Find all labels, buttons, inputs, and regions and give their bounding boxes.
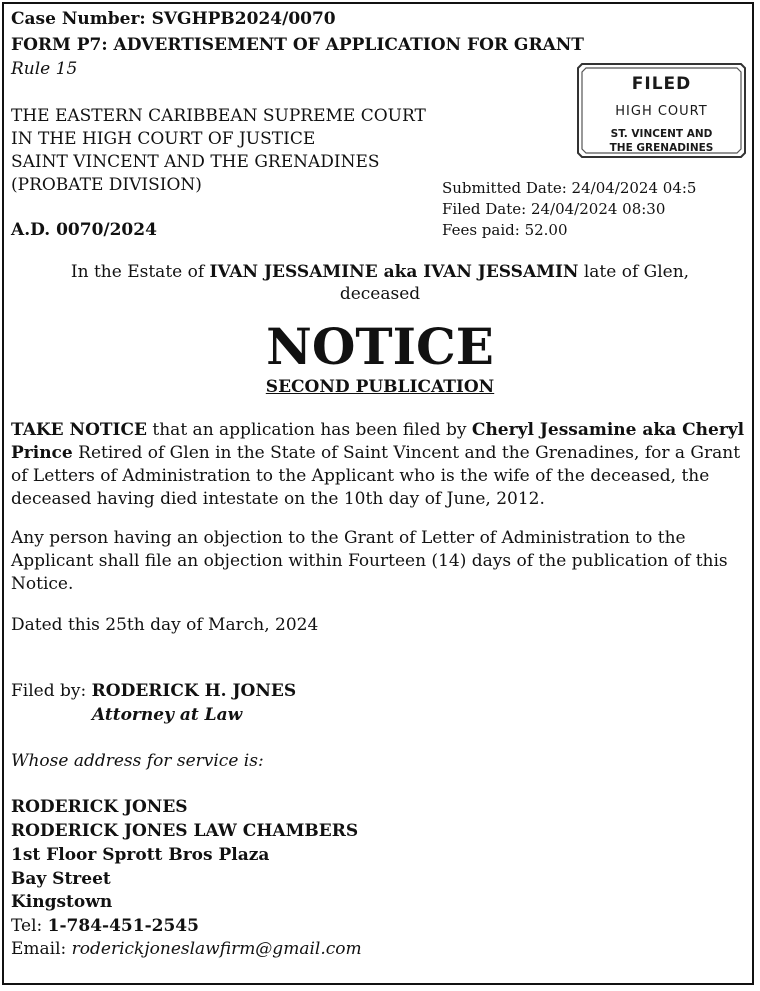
case-number: Case Number: SVGHPB2024/0070 — [11, 9, 336, 29]
service-firm: RODERICK JONES LAW CHAMBERS — [11, 821, 359, 841]
service-tel — [11, 916, 199, 936]
attorney-name: RODERICK H. JONES — [91, 681, 297, 701]
filed-by-label: Filed by: — [11, 681, 92, 701]
email-address: roderickjoneslawfirm@gmail.com — [71, 939, 362, 959]
stamp-court: HIGH COURT — [615, 104, 708, 119]
tel-number: 1-784-451-2545 — [47, 916, 199, 936]
service-name: RODERICK JONES — [11, 797, 188, 817]
rule-reference: Rule 15 — [11, 59, 78, 79]
dated-line: Dated this 25th day of March, 2024 — [11, 615, 319, 635]
paragraph-1-text-b: Retired of Glen in the State of Saint Vincent and the Grenadines, for a Grant of Letters of Administration to the Applicant who is the wife of the deceased, the deceased having died intestate on the 10th day of June, 2012. — [11, 443, 741, 509]
estate-prefix: In the Estate of — [70, 262, 210, 282]
filed-by — [11, 681, 296, 701]
form-title: FORM P7: ADVERTISEMENT OF APPLICATION FOR GRANT — [11, 35, 584, 55]
notice-title: NOTICE — [266, 317, 494, 376]
attorney-title: Attorney at Law — [92, 705, 243, 725]
case-reference: A.D. 0070/2024 — [11, 220, 157, 240]
service-address-1: 1st Floor Sprott Bros Plaza — [11, 845, 270, 865]
estate-line — [0, 261, 760, 283]
court-line-4: (PROBATE DIVISION) — [11, 175, 202, 195]
filed-stamp — [576, 62, 747, 159]
stamp-place-2: THE GRENADINES — [609, 142, 714, 154]
tel-label: Tel: — [11, 916, 48, 936]
court-line-2: IN THE HIGH COURT OF JUSTICE — [11, 129, 316, 149]
estate-suffix: late of Glen, — [578, 262, 690, 282]
notice-subtitle-wrap — [0, 376, 760, 398]
estate-deceased: deceased — [339, 284, 421, 304]
applicant-name: Cheryl Jessamine aka Cheryl Prince — [11, 420, 745, 463]
court-line-1: THE EASTERN CARIBBEAN SUPREME COURT — [11, 106, 426, 126]
paragraph-1-text-a: that an application has been filed by — [147, 420, 472, 440]
service-label: Whose address for service is: — [11, 751, 264, 771]
email-label: Email: — [11, 939, 72, 959]
court-line-3: SAINT VINCENT AND THE GRENADINES — [11, 152, 380, 172]
fees-paid: Fees paid: 52.00 — [442, 221, 568, 239]
take-notice-lead: TAKE NOTICE — [11, 420, 147, 440]
filed-date: Filed Date: 24/04/2024 08:30 — [442, 200, 666, 218]
deceased-name: IVAN JESSAMINE aka IVAN JESSAMIN — [209, 262, 579, 282]
notice-paragraph-1 — [11, 419, 749, 511]
service-address-2: Bay Street — [11, 869, 111, 889]
notice-subtitle: SECOND PUBLICATION — [265, 377, 495, 397]
stamp-place-1: ST. VINCENT AND — [610, 128, 713, 140]
stamp-status: FILED — [631, 74, 692, 94]
service-email — [11, 939, 362, 959]
submitted-date: Submitted Date: 24/04/2024 04:5 — [442, 179, 697, 197]
notice-paragraph-2: Any person having an objection to the Grant of Letter of Administration to the Applicant shall file an objection within Fourteen (14) days of the publication of this Notice. — [11, 528, 728, 594]
service-city: Kingstown — [11, 892, 113, 912]
